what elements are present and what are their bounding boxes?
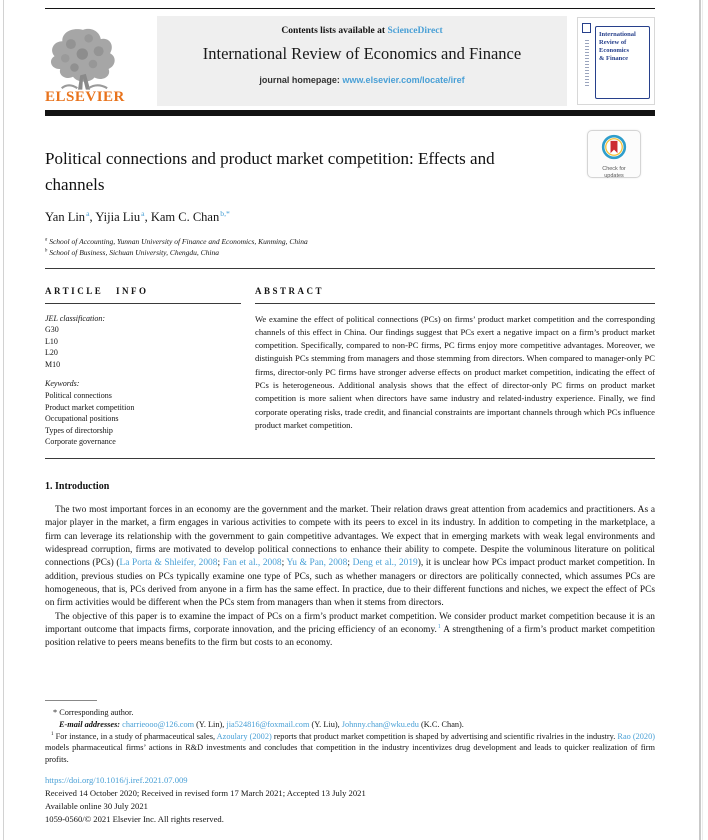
text-segment: Yijia Liu	[95, 210, 141, 224]
text-segment: models pharmaceutical firms’ actions in R&D investments and concludes that competition in the industry incentivizes drug development and leads to quicker realization of firm profits.	[45, 743, 655, 765]
journal-title: International Review of Economics and Finance	[202, 44, 522, 63]
citation-link[interactable]: Yu & Pan, 2008	[286, 558, 348, 569]
affiliation-line	[45, 247, 655, 258]
email-link[interactable]: Johnny.chan@wku.edu	[341, 719, 419, 729]
cover-title-box	[595, 26, 650, 99]
text-segment: b	[45, 248, 48, 254]
page-content	[45, 0, 655, 824]
text-segment: ), it is unclear how PCs impact product market competition. In addition, previous studies on PCs typically examine one type of PCs, such as whether managers or directors are politically connected, which assumes PCs are homogeneous, that is, PCs derived from anyone in a firm has the same effect. In practice, due to their different functions and niches, we expect the effect of PCs on firm activities would be different when the PCs stem from managers than when it stems from directors.	[45, 558, 655, 609]
text-segment: ;	[281, 558, 287, 569]
elsevier-wordmark: ELSEVIER	[45, 89, 125, 105]
abstract-text: We examine the effect of political connections (PCs) on firms’ product market competition and the corresponding channels of this effect in China. Our findings suggest that PCs exert a negative impact on a firm’s product market competition. Specifically, compared to non-PC firms, PC firms enjoy more competitive advantages. Moreover, we distinguish PCs stemming from managers and those stemming from directors. When compared to manager-only PC firms, director-only PC firms have stronger adverse effects on product market competition, indicating the effect of PCs is heterogeneous. Additional analysis shows that the effect of director-only PC firms on product market competition is more salient when directors have same industry and related-industry experience. Finally, we find corporate operating risks, trade credit, and financial constraints are important channels through which PCs influence product market competition.	[255, 313, 655, 430]
jel-code: L20	[45, 348, 58, 358]
jel-code: M10	[45, 359, 61, 369]
article-info-heading: ARTICLE INFO	[45, 286, 241, 304]
text-segment: (Y. Liu),	[309, 719, 342, 729]
elsevier-tree-icon	[47, 27, 119, 91]
text-segment: Yan Lin	[45, 210, 86, 224]
cover-title-line: International	[599, 31, 636, 38]
author-affil-ref[interactable]: b,*	[220, 208, 230, 218]
badge-label: Check for updates	[602, 166, 626, 180]
keywords-label: Keywords:	[45, 379, 80, 389]
page-edge-left	[3, 0, 4, 840]
introduction-paragraph	[45, 504, 655, 611]
email-link[interactable]: jia524816@foxmail.com	[226, 719, 310, 729]
affiliations	[45, 236, 655, 259]
doi-link[interactable]: https://doi.org/10.1016/j.iref.2021.07.009	[45, 775, 188, 785]
keyword: Product market competition	[45, 402, 135, 412]
jel-label: JEL classification:	[45, 313, 106, 323]
text-segment: a	[45, 237, 48, 243]
text-segment: School of Accounting, Yunnan University of Finance and Economics, Kunming, China	[47, 237, 308, 246]
keyword: Political connections	[45, 391, 112, 401]
received-dates: Received 14 October 2020; Received in revised form 17 March 2021; Accepted 13 July 2021	[45, 787, 366, 798]
citation-link[interactable]: La Porta & Shleifer, 2008	[119, 558, 218, 569]
text-segment: (Y. Lin),	[194, 719, 227, 729]
text-segment: journal homepage:	[259, 75, 343, 85]
footnote-rule	[45, 700, 97, 701]
text-segment: ;	[347, 558, 353, 569]
keyword: Occupational positions	[45, 414, 119, 424]
text-segment: Kam C. Chan	[150, 210, 220, 224]
top-rule	[45, 8, 655, 9]
sciencedirect-link[interactable]: ScienceDirect	[387, 26, 443, 36]
text-segment: Contents lists available at	[281, 26, 388, 36]
text-segment: (K.C. Chan).	[418, 719, 464, 729]
email-link[interactable]: charrieooo@126.com	[122, 719, 195, 729]
text-segment: ,	[89, 210, 96, 224]
cover-spine-text	[585, 40, 589, 86]
footnotes-block	[45, 700, 655, 766]
cover-title-line: Review of	[599, 39, 627, 47]
article-title: Political connections and product market competition: Effects and channels	[45, 149, 495, 194]
cover-logo-mark	[582, 23, 591, 33]
article-info-column	[45, 286, 241, 449]
keyword: Corporate governance	[45, 437, 116, 447]
affiliation-line	[45, 236, 655, 247]
abstract-heading: ABSTRACT	[255, 286, 655, 304]
abstract-column	[255, 286, 655, 449]
cover-title-line: & Finance	[599, 55, 629, 63]
crossmark-icon	[601, 134, 627, 160]
corresponding-author-note: * Corresponding author.	[53, 708, 134, 717]
journal-header	[45, 16, 655, 106]
section-rule	[45, 268, 655, 269]
text-segment: ,	[144, 210, 151, 224]
footnote-1	[45, 731, 655, 766]
elsevier-logo[interactable]	[45, 16, 147, 106]
journal-banner	[157, 16, 567, 106]
page-edge-right	[699, 0, 701, 840]
text-segment: E-mail addresses:	[59, 719, 123, 729]
keyword: Types of directorship	[45, 425, 113, 435]
introduction-heading: 1. Introduction	[45, 481, 110, 493]
text-segment: 1	[51, 730, 54, 737]
article-info-abstract-section	[45, 286, 655, 460]
cover-title-line: Economics	[599, 47, 629, 55]
author-affil-ref[interactable]: a	[141, 208, 145, 218]
article-info-body	[45, 313, 241, 449]
text-segment: For instance, in a study of pharmaceutical sales,	[53, 731, 217, 741]
homepage-line	[157, 75, 567, 85]
authors-line	[45, 210, 655, 225]
email-addresses-line	[45, 719, 655, 731]
text-segment: ;	[217, 558, 223, 569]
author-affil-ref[interactable]: a	[86, 208, 90, 218]
title-block	[45, 146, 655, 197]
text-segment: School of Business, Sichuan University, Chengdu, China	[47, 248, 219, 258]
text-segment: reports that product market competition is shaped by advertising and scientific rivalries in the industry.	[271, 731, 618, 741]
footnote-ref-1[interactable]: 1	[437, 624, 441, 630]
text-segment: A strengthening of a firm’s product market competition position relative to peers means benefits to the firm but costs to an economy.	[45, 625, 655, 649]
page-edge-shadow	[702, 0, 703, 840]
text-segment: The objective of this paper is to examine the impact of PCs on a firm’s product market competition. We consider product market competition because it is an important outcome that impacts firms, corporate innovation, and the pricing efficiency of an economy.	[45, 611, 655, 636]
citation-link[interactable]: Azoulary (2002)	[216, 731, 272, 741]
journal-cover-thumbnail[interactable]	[577, 17, 655, 105]
citation-link[interactable]: Rao (2020)	[617, 731, 655, 741]
header-divider-bar	[45, 110, 655, 116]
journal-homepage-link[interactable]: www.elsevier.com/locate/iref	[342, 75, 465, 85]
jel-code: L10	[45, 336, 58, 346]
citation-link[interactable]: Fan et al., 2008	[222, 558, 282, 569]
contents-line	[157, 26, 567, 36]
available-online: Available online 30 July 2021	[45, 800, 148, 811]
citation-link[interactable]: Deng et al., 2019	[352, 558, 418, 569]
introduction-paragraph	[45, 611, 655, 651]
article-footer	[45, 774, 655, 826]
issn-copyright: 1059-0560/© 2021 Elsevier Inc. All rights reserved.	[45, 813, 224, 824]
check-for-updates-badge[interactable]	[587, 130, 641, 178]
jel-code: G30	[45, 325, 59, 335]
text-segment: The two most important forces in an economy are the government and the market. Their relation draws great attention from academics and practitioners. As a major player in the market, a firm engages in various activities to compete with its peers to excel in its industry. In addition to competing in the marketplace, a firm can leverage its relationship with the government to gain competitive advantages. We expect that in emerging markets with weak legal environments and widespread corruption, firms are motivated to develop political connections to enhance their ability to compete. Despite the voluminous literature on political connections (PCs) (	[45, 505, 655, 569]
